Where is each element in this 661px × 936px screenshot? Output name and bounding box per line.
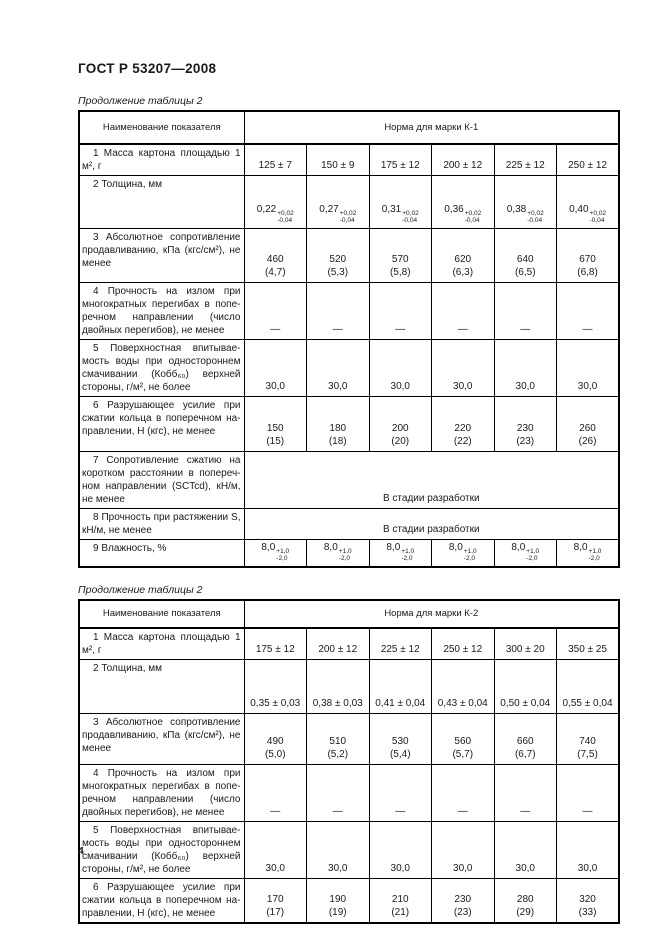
name-cell: 5 Поверхностная впитываемость воды при одностороннем смачивании (Кобб₆₀) верхней стороны, г/м², не более xyxy=(79,821,244,878)
doc-header: ГОСТ Р 53207—2008 xyxy=(78,61,217,76)
value-cell: 620 (6,3) xyxy=(432,229,495,283)
value-cell: 8,0 +1,0 -2,0 xyxy=(369,540,432,567)
table-row xyxy=(79,397,619,452)
value-cell: 0,50 ± 0,04 xyxy=(494,659,557,713)
table-row xyxy=(79,144,619,176)
value-cell: 220 (22) xyxy=(432,397,495,452)
name-cell: 3 Абсолютное сопротивление продавливанию, кПа (кгс/см²), не менее xyxy=(79,713,244,764)
value-cell: 225 ± 12 xyxy=(369,628,432,660)
value-cell: 170 (17) xyxy=(244,878,307,923)
value-cell: 520 (5,3) xyxy=(307,229,370,283)
value-cell: 175 ± 12 xyxy=(244,628,307,660)
value-cell: 0,35 ± 0,03 xyxy=(244,659,307,713)
name-cell: 2 Толщина, мм xyxy=(79,659,244,713)
tolerance: +0,02 -0,04 xyxy=(464,210,482,225)
name-cell: 2 Толщина, мм xyxy=(79,176,244,229)
value-cell: 180 (18) xyxy=(307,397,370,452)
column-header-name: Наименование показателя xyxy=(79,111,244,144)
tolerance: +1,0 -2,0 xyxy=(588,548,602,562)
value-cell: 30,0 xyxy=(307,340,370,397)
gost-table xyxy=(78,599,620,924)
value-cell: 0,38 +0,02 -0,04 xyxy=(494,176,557,229)
value-cell: 30,0 xyxy=(557,821,620,878)
value-cell: 0,27 +0,02 -0,04 xyxy=(307,176,370,229)
value-cell: 280 (29) xyxy=(494,878,557,923)
table-row xyxy=(79,713,619,764)
value-cell: 150 (15) xyxy=(244,397,307,452)
value-cell: 230 (23) xyxy=(494,397,557,452)
table-row xyxy=(79,878,619,923)
table-row xyxy=(79,340,619,397)
value-cell: 225 ± 12 xyxy=(494,144,557,176)
table-row xyxy=(79,628,619,660)
value-cell: 300 ± 20 xyxy=(494,628,557,660)
table-header-row xyxy=(79,111,619,144)
value-cell: — xyxy=(369,283,432,340)
value-cell: 0,31 +0,02 -0,04 xyxy=(369,176,432,229)
value-cell: 30,0 xyxy=(494,821,557,878)
table-row xyxy=(79,229,619,283)
tolerance: +0,02 -0,04 xyxy=(589,210,606,225)
value-cell: 30,0 xyxy=(369,340,432,397)
value-cell: 30,0 xyxy=(244,821,307,878)
value-cell: 8,0 +1,0 -2,0 xyxy=(307,540,370,567)
tolerance: +0,02 -0,04 xyxy=(277,210,294,225)
value-cell: 0,36 +0,02 -0,04 xyxy=(432,176,495,229)
tolerance: +1,0 -2,0 xyxy=(338,548,352,562)
column-header-name: Наименование показателя xyxy=(79,600,244,628)
value-cell: 350 ± 25 xyxy=(557,628,620,660)
value-cell: 200 ± 12 xyxy=(307,628,370,660)
value-cell: 660 (6,7) xyxy=(494,713,557,764)
value-cell: — xyxy=(557,764,620,821)
value-cell: 30,0 xyxy=(494,340,557,397)
value-cell: 0,55 ± 0,04 xyxy=(557,659,620,713)
value-cell: 175 ± 12 xyxy=(369,144,432,176)
value-cell: 460 (4,7) xyxy=(244,229,307,283)
table-caption: Продолжение таблицы 2 xyxy=(78,583,203,596)
value-cell: 30,0 xyxy=(557,340,620,397)
value-cell: — xyxy=(369,764,432,821)
value-cell: 0,22 +0,02 -0,04 xyxy=(244,176,307,229)
value-cell: 0,40 +0,02 -0,04 xyxy=(557,176,620,229)
tolerance: +0,02 -0,04 xyxy=(402,210,419,225)
name-cell: 9 Влажность, % xyxy=(79,540,244,567)
name-cell: 6 Разрушающее усилие при сжатии кольца в поперечном направлении, Н (кгс), не менее xyxy=(79,397,244,452)
table-row xyxy=(79,283,619,340)
value-cell: 150 ± 9 xyxy=(307,144,370,176)
value-cell: — xyxy=(244,283,307,340)
table-row xyxy=(79,452,619,509)
page-number: 4 xyxy=(78,845,84,857)
value-cell: 260 (26) xyxy=(557,397,620,452)
value-cell: — xyxy=(557,283,620,340)
value-cell: — xyxy=(307,283,370,340)
value-cell: — xyxy=(432,283,495,340)
name-cell: 3 Абсолютное сопротивление продавливанию, кПа (кгс/см²), не менее xyxy=(79,229,244,283)
value-cell: 570 (5,8) xyxy=(369,229,432,283)
value-cell: 30,0 xyxy=(432,821,495,878)
name-cell: 4 Прочность на излом при многократных перегибах в поперечном направлении (число двойных перегибов), не менее xyxy=(79,283,244,340)
value-cell: 0,43 ± 0,04 xyxy=(432,659,495,713)
table-row xyxy=(79,764,619,821)
value-cell: 670 (6,8) xyxy=(557,229,620,283)
table-block xyxy=(78,95,618,568)
name-cell: 5 Поверхностная впитываемость воды при одностороннем смачивании (Кобб₆₀) верхней стороны, г/м², не более xyxy=(79,340,244,397)
value-cell: — xyxy=(432,764,495,821)
value-cell: 230 (23) xyxy=(432,878,495,923)
value-cell: 30,0 xyxy=(369,821,432,878)
name-cell: 1 Масса картона площадью 1 м², г xyxy=(79,144,244,176)
value-cell: 320 (33) xyxy=(557,878,620,923)
value-cell: 8,0 +1,0 -2,0 xyxy=(432,540,495,567)
tolerance: +1,0 -2,0 xyxy=(401,548,415,562)
value-cell: 125 ± 7 xyxy=(244,144,307,176)
value-cell: 0,41 ± 0,04 xyxy=(369,659,432,713)
value-cell: 740 (7,5) xyxy=(557,713,620,764)
table-block xyxy=(78,584,618,924)
value-cell: 560 (5,7) xyxy=(432,713,495,764)
gost-table xyxy=(78,110,620,568)
name-cell: 1 Масса картона площадью 1 м², г xyxy=(79,628,244,660)
table-header-row xyxy=(79,600,619,628)
table-row xyxy=(79,509,619,540)
column-header-norm: Норма для марки К-2 xyxy=(244,600,619,628)
name-cell: 7 Сопротивление сжатию на коротком расстоянии в поперечном направлении (SCTcd), кН/м, не менее xyxy=(79,452,244,509)
span-value-cell: В стадии разработки xyxy=(244,509,619,540)
value-cell: 530 (5,4) xyxy=(369,713,432,764)
value-cell: — xyxy=(494,283,557,340)
column-header-norm: Норма для марки К-1 xyxy=(244,111,619,144)
value-cell: — xyxy=(494,764,557,821)
value-cell: 200 (20) xyxy=(369,397,432,452)
value-cell: 640 (6,5) xyxy=(494,229,557,283)
value-cell: — xyxy=(307,764,370,821)
value-cell: — xyxy=(244,764,307,821)
value-cell: 30,0 xyxy=(307,821,370,878)
value-cell: 8,0 +1,0 -2,0 xyxy=(494,540,557,567)
tolerance: +1,0 -2,0 xyxy=(276,548,290,562)
value-cell: 490 (5,0) xyxy=(244,713,307,764)
table-caption: Продолжение таблицы 2 xyxy=(78,95,203,107)
value-cell: 0,38 ± 0,03 xyxy=(307,659,370,713)
name-cell: 4 Прочность на излом при многократных перегибах в поперечном направлении (число двойных перегибов), не менее xyxy=(79,764,244,821)
value-cell: 30,0 xyxy=(432,340,495,397)
value-cell: 8,0 +1,0 -2,0 xyxy=(557,540,620,567)
tolerance: +1,0 -2,0 xyxy=(526,548,540,562)
value-cell: 200 ± 12 xyxy=(432,144,495,176)
value-cell: 30,0 xyxy=(244,340,307,397)
value-cell: 190 (19) xyxy=(307,878,370,923)
table-row xyxy=(79,821,619,878)
value-cell: 8,0 +1,0 -2,0 xyxy=(244,540,307,567)
tolerance: +0,02 -0,04 xyxy=(339,210,357,225)
table-row xyxy=(79,659,619,713)
value-cell: 510 (5,2) xyxy=(307,713,370,764)
span-value-cell: В стадии разработки xyxy=(244,452,619,509)
value-cell: 250 ± 12 xyxy=(432,628,495,660)
name-cell: 8 Прочность при растяжении S, кН/м, не менее xyxy=(79,509,244,540)
tables-container xyxy=(78,95,618,924)
table-row xyxy=(79,176,619,229)
tolerance: +1,0 -2,0 xyxy=(463,548,477,562)
name-cell: 6 Разрушающее усилие при сжатии кольца в поперечном направлении, Н (кгс), не менее xyxy=(79,878,244,923)
value-cell: 210 (21) xyxy=(369,878,432,923)
tolerance: +0,02 -0,04 xyxy=(527,210,544,225)
value-cell: 250 ± 12 xyxy=(557,144,620,176)
table-row xyxy=(79,540,619,567)
